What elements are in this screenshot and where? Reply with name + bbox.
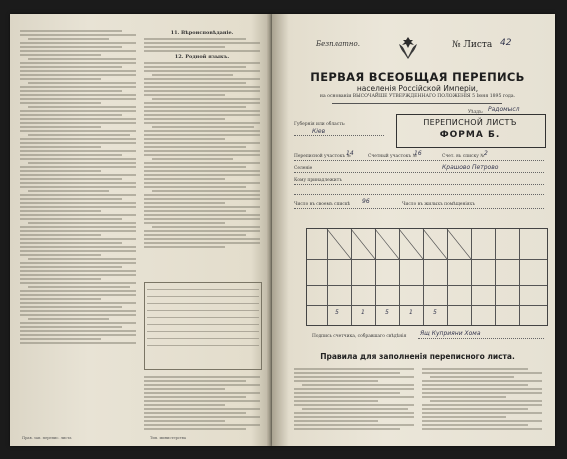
footnote-right: Тип. министерства	[150, 436, 187, 440]
table-digit-1: 5	[335, 309, 339, 316]
counting-district-value: 14	[346, 150, 354, 157]
number-in-list-label: Число въ своемъ спискѣ	[294, 202, 351, 207]
counting-section-label: Счетный участокъ №	[368, 154, 417, 159]
rules-column-2	[422, 366, 542, 432]
list-value: 2	[484, 150, 488, 157]
instructions-table	[144, 282, 262, 370]
section-heading-religion: 11. Вѣроисповѣданіе.	[170, 30, 234, 36]
form-b-title: ФОРМА Б.	[439, 130, 501, 140]
signature-value: Ящ Куприяни Хома	[420, 330, 481, 337]
double-headed-eagle-icon	[394, 34, 422, 62]
sheet-number-label: № Листа	[452, 40, 493, 50]
form-approval-line: на основаніи ВЫСОЧАЙШЕ УТВЕРЖДЕННАГО ПОЛОЖЕНІЯ 5 Іюня 1895 года.	[319, 94, 516, 99]
number-in-list-value: 96	[362, 198, 370, 205]
right-page-census-form	[272, 14, 555, 446]
dwelling-label: Число въ жилыхъ помѣщеніяхъ	[402, 202, 475, 207]
household-table	[306, 228, 548, 326]
instructions-column-2	[144, 28, 260, 250]
rules-column-1	[294, 366, 414, 432]
divider	[332, 103, 502, 104]
left-page-instructions	[10, 14, 272, 446]
uezd-label: Уѣздъ:	[468, 110, 484, 115]
table-diagonal-lines	[307, 229, 547, 325]
province-value: Кіев	[312, 128, 326, 135]
owner-label: Кому принадлежитъ	[294, 178, 342, 183]
instructions-column-2-bottom	[144, 374, 260, 432]
footnote-left: Прав. зап. перепис. листа	[22, 436, 72, 440]
settlement-label: Селеніе	[294, 166, 313, 171]
province-label: Губернія или область:	[294, 122, 346, 127]
form-main-title: ПЕРВАЯ ВСЕОБЩАЯ ПЕРЕПИСЬ	[310, 70, 525, 84]
list-label: Счет. въ списку №	[442, 154, 485, 159]
settlement-value: Крашово Петрово	[442, 164, 499, 171]
sheet-number-value: 42	[500, 38, 512, 48]
table-digit-5: 5	[433, 309, 437, 316]
sheet-title: ПЕРЕПИСНОЙ ЛИСТЪ	[423, 118, 517, 127]
table-digit-2: 1	[361, 309, 365, 316]
table-digit-4: 1	[409, 309, 413, 316]
form-subtitle: населенія Россійской Имперіи,	[356, 84, 479, 93]
signature-label: Подпись счетчика, собравшаго свѣдѣнія	[312, 334, 407, 339]
counting-district-label: Переписной участокъ №	[294, 154, 351, 159]
open-census-book	[10, 14, 555, 446]
uezd-value: Радомысл	[488, 106, 520, 113]
counting-section-value: 16	[414, 150, 422, 157]
instructions-column-1	[20, 28, 136, 346]
rules-title: Правила для заполненія переписного листа.	[320, 352, 515, 361]
section-heading-language: 12. Родной языкъ.	[174, 54, 230, 60]
free-of-charge-label: Безплатно.	[316, 40, 360, 48]
table-digit-3: 5	[385, 309, 389, 316]
